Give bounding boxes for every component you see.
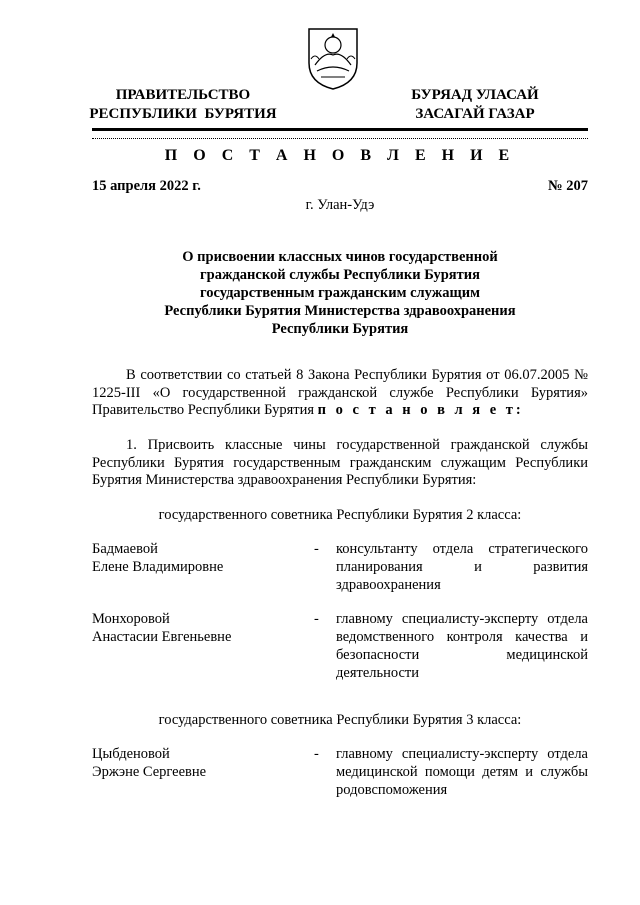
government-name-bua-line1: БУРЯАД УЛАСАЙ <box>411 87 539 103</box>
document-date: 15 апреля 2022 г. <box>92 178 201 194</box>
appointee-given-names: Елене Владимировне <box>92 559 224 575</box>
government-name-bua <box>395 86 555 124</box>
appointee-surname: Монхоровой <box>92 611 170 627</box>
appointee-position: консультанту отдела стратегического планирования и развития здравоохранения <box>336 541 588 593</box>
document-type: П О С Т А Н О В Л Е Н И Е <box>164 147 516 164</box>
appointee-name <box>92 540 302 576</box>
document-number: № 207 <box>548 178 588 194</box>
resolve-word: п о с т а н о в л я е т: <box>317 402 524 418</box>
government-name-bua-line2: ЗАСАГАЙ ГАЗАР <box>415 106 535 122</box>
appointee-position: главному специалисту-эксперту отдела медицинской помощи детям и службы родовспоможения <box>336 746 588 798</box>
title-line: гражданской службы Республики Бурятия <box>200 267 480 283</box>
document-title <box>130 248 550 338</box>
title-line: государственным гражданским служащим <box>200 285 480 301</box>
appointee-surname: Бадмаевой <box>92 541 158 557</box>
appointee-name <box>92 745 302 781</box>
title-line: Республики Бурятия <box>271 321 409 337</box>
item-1-text: 1. Присвоить классные чины государственной гражданской службы Республики Бурятия государственным гражданским служащим Республики Бурятия Министерства здравоохранения Республики Бурятия: <box>92 437 588 488</box>
government-name-ru-line2: РЕСПУБЛИКИ БУРЯТИЯ <box>89 106 277 122</box>
appointee-surname: Цыбденовой <box>92 746 170 762</box>
coat-of-arms-emblem <box>305 25 361 91</box>
appointee-given-names: Эржэне Сергеевне <box>92 764 207 780</box>
entry-dash: - <box>314 611 319 627</box>
item-1-paragraph <box>92 437 588 490</box>
title-line: О присвоении классных чинов государственной <box>182 249 498 265</box>
header-divider-thin <box>92 138 588 139</box>
appointee-name <box>92 610 302 646</box>
government-name-ru-line1: ПРАВИТЕЛЬСТВО <box>115 87 251 103</box>
buryatia-coat-of-arms-icon <box>305 25 361 91</box>
preamble-text: В соответствии со статьей 8 Закона Республики Бурятия от 06.07.2005 № 1225-III «О государственной гражданской службе Республики Бурятия» Правительство Республики Бурятия <box>92 367 588 418</box>
entry-dash: - <box>314 746 319 762</box>
title-line: Республики Бурятия Министерства здравоохранения <box>164 303 516 319</box>
preamble-paragraph <box>92 367 588 420</box>
class-2-heading: государственного советника Республики Бурятия 2 класса: <box>158 507 522 523</box>
government-name-ru <box>88 86 278 124</box>
document-city: г. Улан-Удэ <box>305 197 375 213</box>
class-3-heading: государственного советника Республики Бурятия 3 класса: <box>158 712 522 728</box>
entry-dash: - <box>314 541 319 557</box>
header-divider-thick <box>92 128 588 131</box>
appointee-position: главному специалисту-эксперту отдела ведомственного контроля качества и безопасности медицинской деятельности <box>336 611 588 681</box>
appointee-given-names: Анастасии Евгеньевне <box>92 629 232 645</box>
